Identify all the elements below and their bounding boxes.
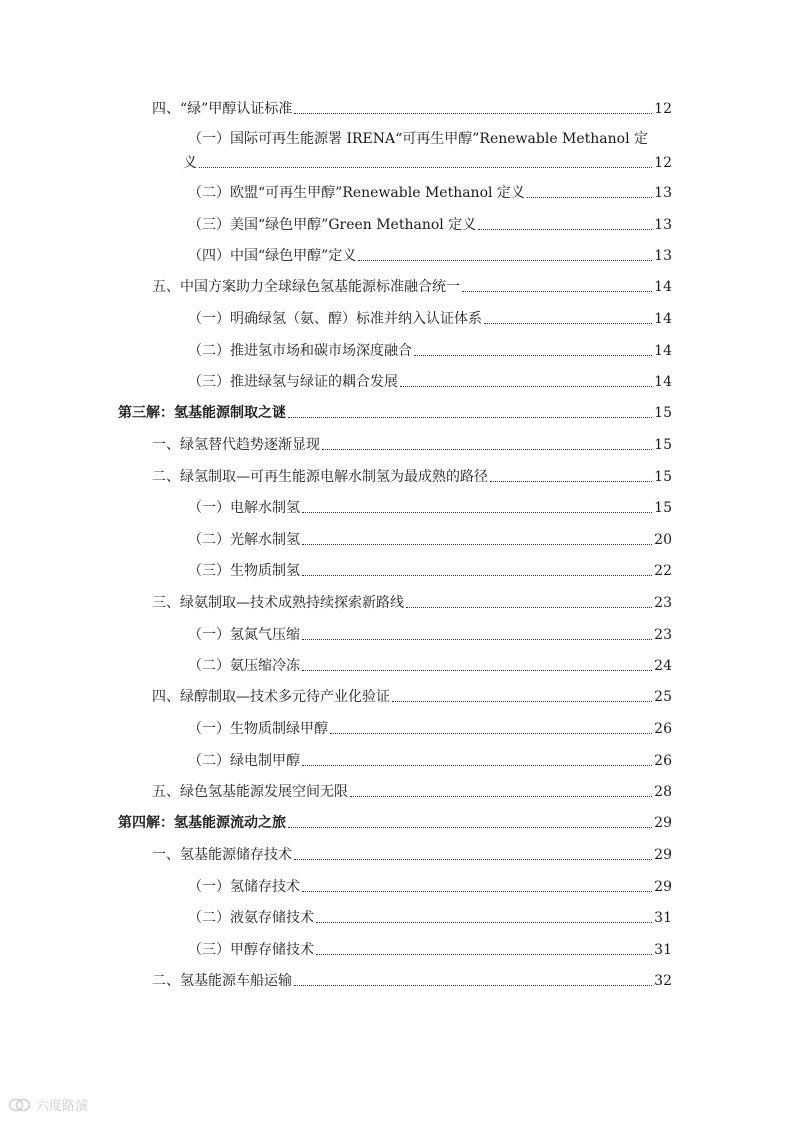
toc-entry[interactable] xyxy=(188,562,672,580)
toc-leader-dots xyxy=(302,575,652,576)
toc-entry-page: 14 xyxy=(654,343,672,359)
toc-leader-dots xyxy=(400,386,652,387)
toc-leader-dots xyxy=(302,639,652,640)
toc-entry-page: 31 xyxy=(654,942,672,958)
toc-leader-dots xyxy=(294,859,652,860)
toc-leader-dots xyxy=(294,113,652,114)
toc-leader-dots xyxy=(406,607,652,608)
toc-entry-title: 二、绿氢制取—可再生能源电解水制氢为最成熟的路径 xyxy=(152,469,488,485)
toc-leader-dots xyxy=(302,512,652,513)
toc-entry[interactable] xyxy=(152,468,672,486)
toc-entry-page: 29 xyxy=(654,815,672,831)
toc-entry-page: 29 xyxy=(654,847,672,863)
toc-entry-title: 一、绿氢替代趋势逐渐显现 xyxy=(152,437,320,453)
toc-entry-page: 26 xyxy=(654,721,672,737)
toc-entry-title: （一）氢氮气压缩 xyxy=(188,627,300,643)
toc-entry[interactable] xyxy=(188,909,672,927)
toc-entry-title: 第三解：氢基能源制取之谜 xyxy=(118,405,286,421)
toc-leader-dots xyxy=(302,544,652,545)
toc-entry[interactable] xyxy=(188,499,672,517)
toc-entry-page: 22 xyxy=(654,563,672,579)
toc-chapter-entry[interactable] xyxy=(118,404,672,422)
toc-entry-title: （二）光解水制氢 xyxy=(188,532,300,548)
toc-entry-title: （三）生物质制氢 xyxy=(188,563,300,579)
toc-leader-dots xyxy=(294,985,652,986)
toc-leader-dots xyxy=(490,481,652,482)
toc-entry-page: 15 xyxy=(654,405,672,421)
toc-entry-page: 15 xyxy=(654,500,672,516)
toc-leader-dots xyxy=(484,323,652,324)
toc-leader-dots xyxy=(316,954,652,955)
toc-leader-dots xyxy=(322,449,652,450)
toc-leader-dots xyxy=(199,167,652,168)
toc-leader-dots xyxy=(302,670,652,671)
toc-entry-title: （二）绿电制甲醇 xyxy=(188,753,300,769)
toc-entry-page: 20 xyxy=(654,532,672,548)
toc-entry[interactable] xyxy=(152,688,672,706)
toc-entry-title: （一）电解水制氢 xyxy=(188,500,300,516)
toc-entry-title: （二）欧盟“可再生甲醇”Renewable Methanol 定义 xyxy=(188,185,525,201)
toc-entry[interactable] xyxy=(152,594,672,612)
toc-leader-dots xyxy=(478,229,652,230)
toc-leader-dots xyxy=(462,291,652,292)
toc-entry-title: （三）推进绿氢与绿证的耦合发展 xyxy=(188,374,398,390)
toc-entry-page: 13 xyxy=(654,185,672,201)
toc-entry-page: 24 xyxy=(654,658,672,674)
toc-entry-title: 五、绿色氢基能源发展空间无限 xyxy=(152,784,348,800)
toc-entry-title: （一）明确绿氢（氨、醇）标准并纳入认证体系 xyxy=(188,311,482,327)
toc-chapter-entry[interactable] xyxy=(118,814,672,832)
toc-entry[interactable] xyxy=(188,752,672,770)
toc-entry[interactable] xyxy=(152,972,672,990)
toc-entry-title: （三）甲醇存储技术 xyxy=(188,942,314,958)
toc-entry-page: 25 xyxy=(654,689,672,705)
toc-entry-title: （三）美国“绿色甲醇”Green Methanol 定义 xyxy=(188,217,477,233)
toc-entry-title: 四、“绿”甲醇认证标准 xyxy=(152,101,293,117)
toc-leader-dots xyxy=(414,355,652,356)
toc-leader-dots xyxy=(350,796,652,797)
toc-entry-title: 一、氢基能源储存技术 xyxy=(152,847,292,863)
toc-entry-page: 13 xyxy=(654,217,672,233)
toc-entry-title-line2: 义 xyxy=(183,155,197,171)
toc-entry[interactable] xyxy=(152,436,672,454)
toc-entry-page: 28 xyxy=(654,784,672,800)
toc-entry-page: 12 xyxy=(654,101,672,117)
toc-entry[interactable] xyxy=(188,720,672,738)
toc-entry[interactable] xyxy=(188,184,672,202)
toc-entry-page: 31 xyxy=(654,910,672,926)
toc-entry-title: （一）氢储存技术 xyxy=(188,879,300,895)
toc-entry-page: 32 xyxy=(654,973,672,989)
toc-entry-title: （二）氨压缩冷冻 xyxy=(188,658,300,674)
toc-entry-page: 29 xyxy=(654,879,672,895)
toc-entry-title-line1[interactable]: （一）国际可再生能源署 IRENA“可再生甲醇”Renewable Methanol 定 xyxy=(188,131,649,147)
toc-entry[interactable] xyxy=(188,531,672,549)
toc-entry[interactable] xyxy=(152,100,672,118)
toc-entry-title: （四）中国“绿色甲醇”定义 xyxy=(188,248,357,264)
toc-entry-page: 14 xyxy=(654,374,672,390)
toc-leader-dots xyxy=(316,922,652,923)
toc-leader-dots xyxy=(302,765,652,766)
toc-entry[interactable] xyxy=(188,657,672,675)
toc-entry-title: 五、中国方案助力全球绿色氢基能源标准融合统一 xyxy=(152,279,460,295)
toc-entry-page: 23 xyxy=(654,627,672,643)
toc-entry-page: 15 xyxy=(654,469,672,485)
toc-entry-title: （一）生物质制绿甲醇 xyxy=(188,721,328,737)
toc-entry[interactable] xyxy=(188,941,672,959)
toc-leader-dots xyxy=(330,733,652,734)
toc-entry[interactable] xyxy=(152,783,672,801)
toc-entry-title: （二）液氨存储技术 xyxy=(188,910,314,926)
toc-entry[interactable] xyxy=(188,342,672,360)
watermark xyxy=(8,1095,88,1114)
toc-leader-dots xyxy=(302,891,652,892)
toc-entry-page: 13 xyxy=(654,248,672,264)
watermark-logo-icon xyxy=(8,1097,32,1113)
toc-leader-dots xyxy=(288,417,652,418)
toc-entry-title: 第四解：氢基能源流动之旅 xyxy=(118,815,286,831)
toc-leader-dots xyxy=(527,197,652,198)
toc-entry[interactable] xyxy=(188,310,672,328)
toc-entry[interactable] xyxy=(188,626,672,644)
toc-entry-title: 四、绿醇制取—技术多元待产业化验证 xyxy=(152,689,390,705)
toc-entry[interactable] xyxy=(152,846,672,864)
toc-leader-dots xyxy=(392,701,652,702)
toc-entry-page: 14 xyxy=(654,279,672,295)
toc-entry-title: 三、绿氨制取—技术成熟持续探索新路线 xyxy=(152,595,404,611)
toc-entry[interactable] xyxy=(183,154,672,172)
toc-leader-dots xyxy=(358,260,652,261)
toc-entry-title: （二）推进氢市场和碳市场深度融合 xyxy=(188,343,412,359)
toc-entry-page: 26 xyxy=(654,753,672,769)
toc-entry-page: 14 xyxy=(654,311,672,327)
toc-entry[interactable] xyxy=(152,278,672,296)
toc-entry-title: 二、氢基能源车船运输 xyxy=(152,973,292,989)
toc-entry[interactable] xyxy=(188,216,672,234)
toc-entry[interactable] xyxy=(188,247,672,265)
watermark-text: 六度路演 xyxy=(36,1099,89,1114)
toc-entry[interactable] xyxy=(188,373,672,391)
toc-entry[interactable] xyxy=(188,878,672,896)
toc-entry-page: 12 xyxy=(654,155,672,171)
toc-entry-page: 15 xyxy=(654,437,672,453)
toc-entry-page: 23 xyxy=(654,595,672,611)
toc-leader-dots xyxy=(288,827,652,828)
